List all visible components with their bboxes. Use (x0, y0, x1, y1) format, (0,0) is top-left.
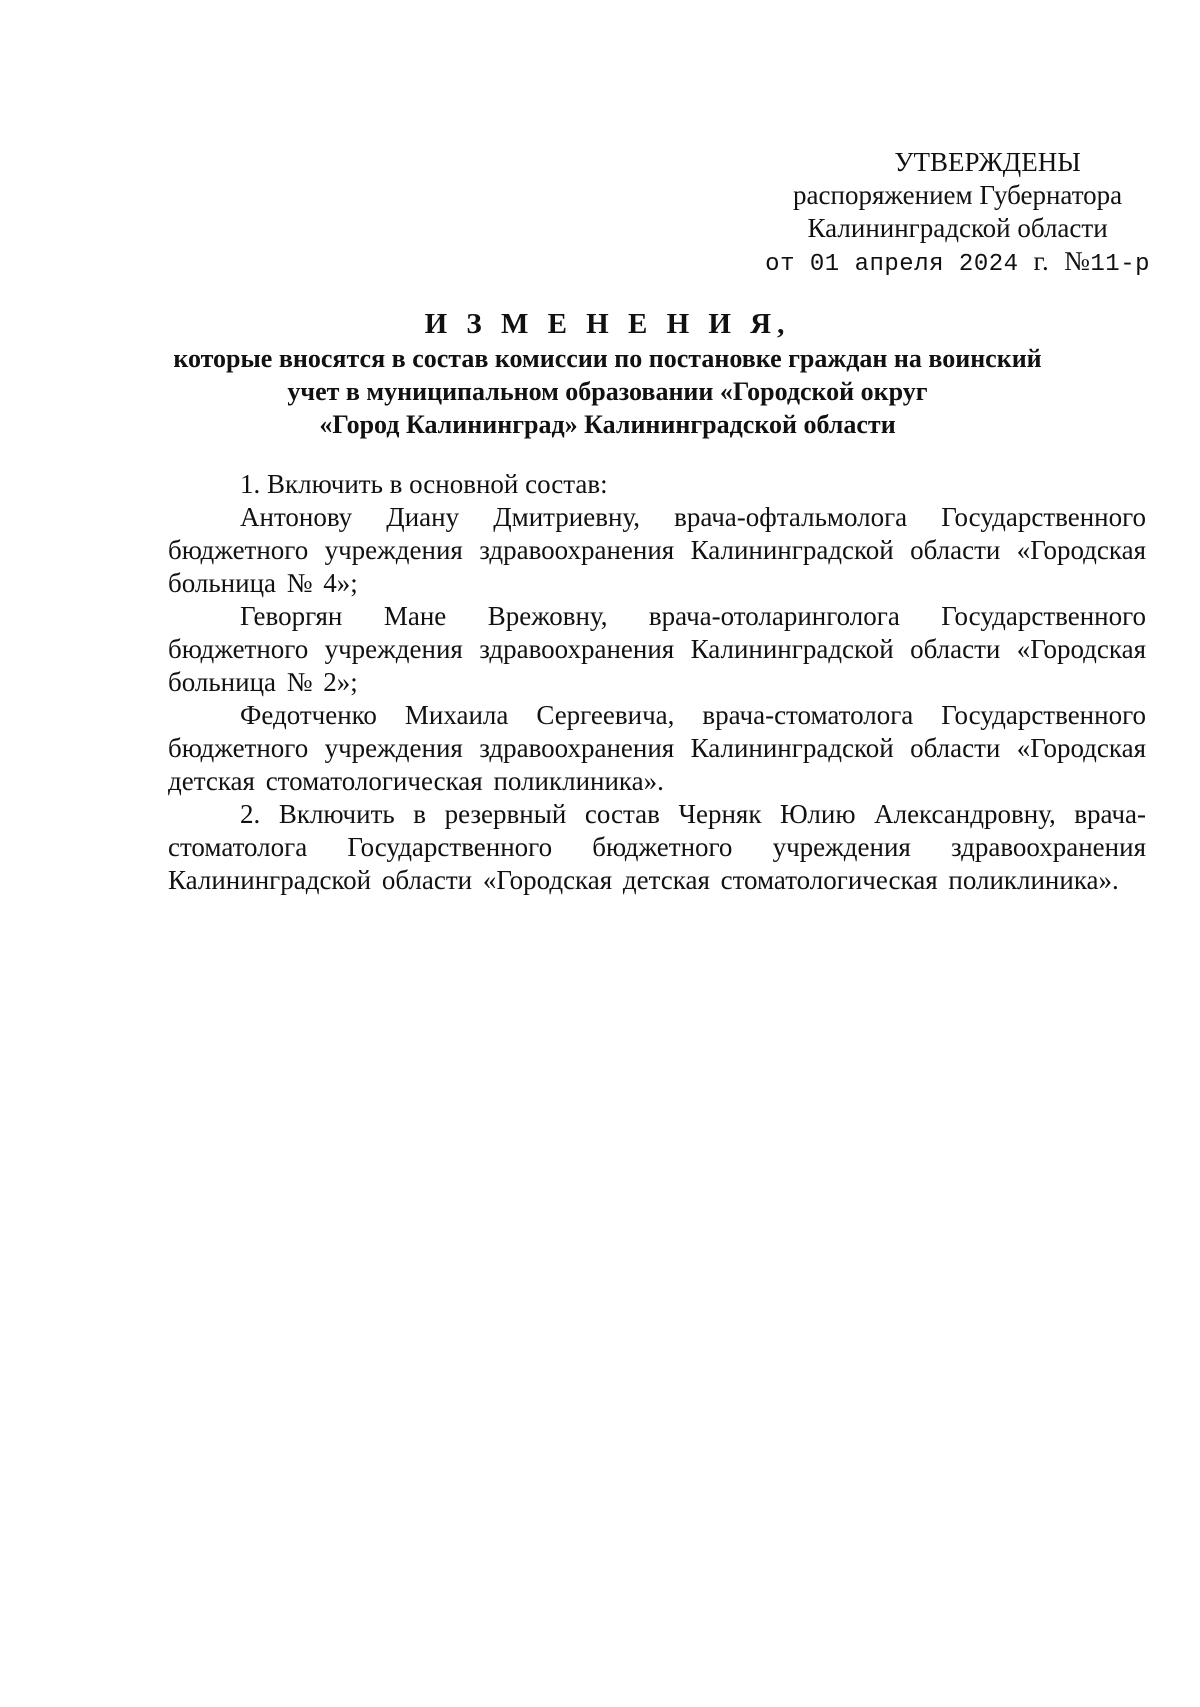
member-paragraph-2: Геворгян Мане Врежовну, врача-отоларинголога Государственного бюджетного учреждения здравоохранения Калининградской области «Городская больница № 2»; (168, 601, 1146, 697)
member-paragraph-1: Антонову Диану Дмитриевну, врача-офтальмолога Государственного бюджетного учреждения здравоохранения Калининградской области «Городская больница № 4»; (168, 502, 1146, 598)
item-2-paragraph: 2. Включить в резервный состав Черняк Юлию Александровну, врача-стоматолога Государственного бюджетного учреждения здравоохранения Калининградской области «Городская детская стоматологическая поликлиника». (168, 799, 1146, 895)
order-number: 11-р (1090, 251, 1150, 278)
date-prefix: от (765, 251, 795, 278)
document-title (150, 306, 1065, 441)
approval-line-region: Калининградской области (807, 213, 1108, 243)
approval-line-governor: распоряжением Губернатора (793, 180, 1123, 210)
document-body (168, 468, 1146, 897)
title-line-1: которые вносятся в состав комиссии по постановке граждан на воинский (173, 344, 1042, 373)
approval-stamp (765, 146, 1150, 281)
date-year-suffix: г. (1033, 246, 1050, 276)
date-value: 01 апреля 2024 (809, 251, 1019, 278)
member-paragraph-3: Федотченко Михаила Сергеевича, врача-стоматолога Государственного бюджетного учреждения здравоохранения Калининградской области «Городская детская стоматологическая поликлиника». (168, 700, 1146, 796)
title-line-2: учет в муниципальном образовании «Городской округ (287, 377, 928, 406)
approval-heading: УТВЕРЖДЕНЫ (894, 147, 1081, 177)
item-1-heading: 1. Включить в основной состав: (240, 469, 608, 499)
approval-date-line (765, 245, 1150, 281)
title-line-3: «Город Калининград» Калининградской области (319, 410, 896, 439)
title-main: И З М Е Н Е Н И Я, (424, 308, 791, 340)
number-sign: № (1064, 246, 1091, 276)
